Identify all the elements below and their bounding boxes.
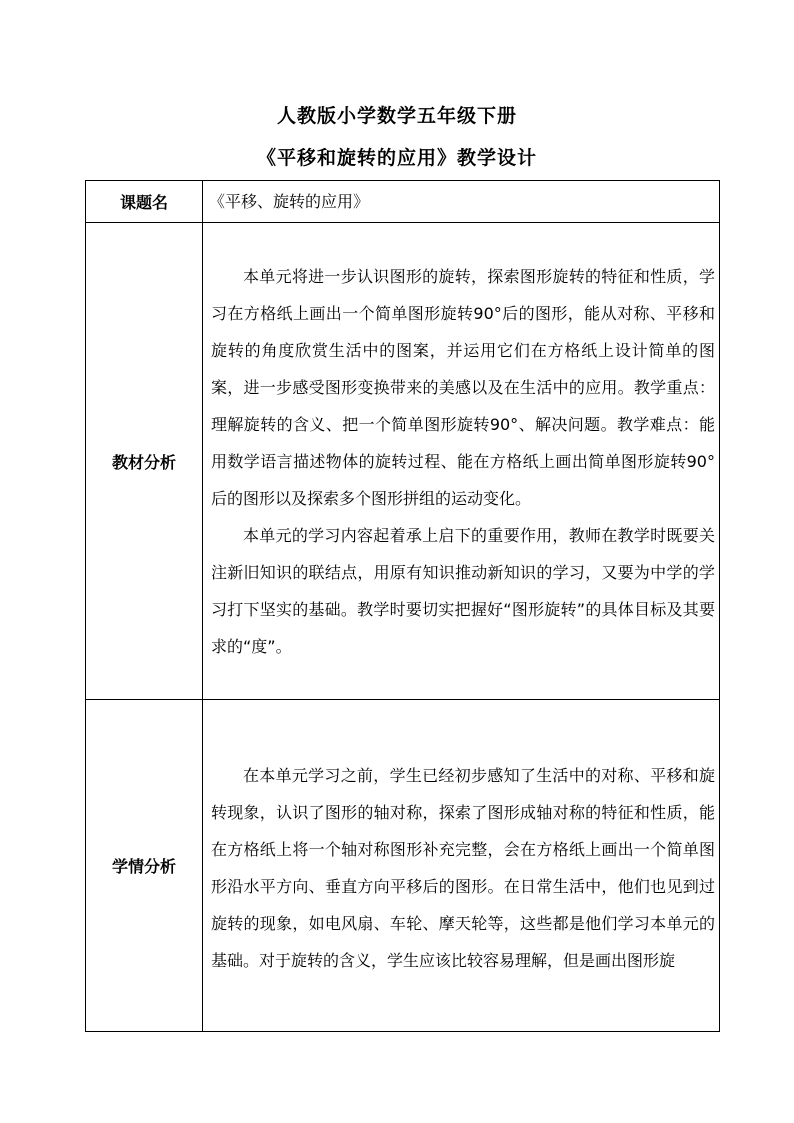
material-analysis-paragraph-1: 本单元将进一步认识图形的旋转，探索图形旋转的特征和性质，学习在方格纸上画出一个简单图形旋转90°后的图形，能从对称、平移和旋转的角度欣赏生活中的图案，并运用它们在方格纸上设计简单的图案，进一步感受图形变换带来的美感以及在生活中的应用。教学重点：理解旋转的含义、把一个简单图形旋转90°、解决问题。教学难点：能用数学语言描述物体的旋转过程、能在方格纸上画出简单图形旋转90°后的图形以及探索多个图形拼组的运动变化。 (211, 266, 715, 508)
document-title: 人教版小学数学五年级下册 (276, 105, 517, 127)
material-analysis-paragraph-2: 本单元的学习内容起着承上启下的重要作用，教师在教学时既要关注新旧知识的联结点，用原有知识推动新知识的学习，又要为中学的学习打下坚实的基础。教学时要切实把握好“图形旋转”的具体目标及其要求的“度”。 (211, 525, 715, 656)
row-label-topic: 课题名 (86, 181, 203, 223)
row-label-learner-analysis: 学情分析 (86, 700, 203, 1032)
row-content-topic: 《平移、旋转的应用》 (203, 181, 720, 223)
row-content-material-analysis (203, 223, 720, 700)
document-subtitle: 《平移和旋转的应用》教学设计 (256, 147, 537, 169)
table-row-material-analysis (86, 223, 720, 700)
row-content-learner-analysis (203, 700, 720, 1032)
table-row-topic (86, 181, 720, 223)
row-label-material-analysis: 教材分析 (86, 223, 203, 700)
learner-analysis-paragraph-1: 在本单元学习之前，学生已经初步感知了生活中的对称、平移和旋转现象，认识了图形的轴对称，探索了图形成轴对称的特征和性质，能在方格纸上将一个轴对称图形补充完整，会在方格纸上画出一个简单图形沿水平方向、垂直方向平移后的图形。在日常生活中，他们也见到过旋转的现象，如电风扇、车轮、摩天轮等，这些都是他们学习本单元的基础。对于旋转的含义，学生应该比较容易理解，但是画出图形旋 (211, 765, 715, 970)
table-row-learner-analysis (86, 700, 720, 1032)
lesson-plan-table (85, 180, 720, 1032)
